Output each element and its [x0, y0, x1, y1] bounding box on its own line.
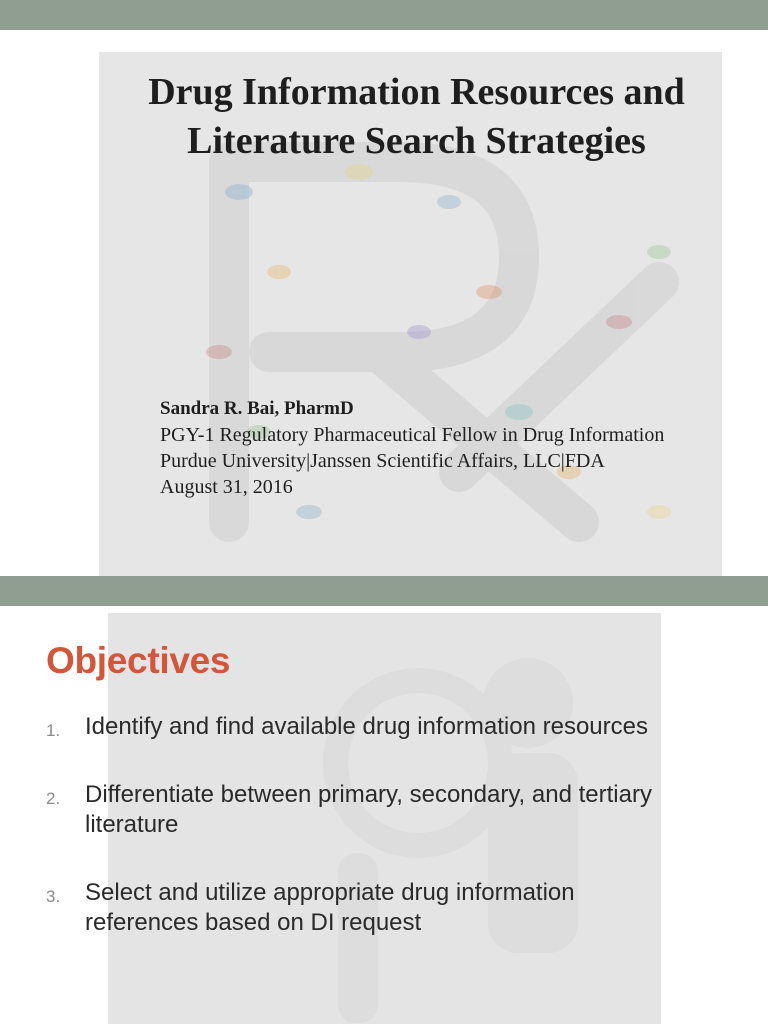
objectives-title: Objectives [46, 640, 231, 681]
top-band [0, 0, 768, 30]
presenter-name: Sandra R. Bai, PharmD [160, 398, 354, 419]
list-item [46, 712, 746, 742]
list-item-number: 3. [46, 887, 61, 906]
middle-band [0, 576, 768, 606]
list-item-text: Select and utilize appropriate drug information references based on DI request [85, 879, 575, 936]
list-item-number: 2. [46, 789, 61, 808]
presentation-date: August 31, 2016 [160, 476, 293, 498]
list-item [46, 780, 746, 840]
list-item [46, 878, 746, 938]
slide-title-line-2: Literature Search Strategies [187, 120, 646, 162]
title-slide [99, 52, 722, 576]
slide-title [99, 68, 722, 166]
list-item-number: 1. [46, 721, 61, 740]
slide-title-line-1: Drug Information Resources and [148, 71, 685, 113]
list-item-text: Identify and find available drug information resources [85, 713, 648, 740]
presenter-affiliation: Purdue University|Janssen Scientific Affairs, LLC|FDA [160, 450, 605, 472]
presenter-info [160, 396, 720, 500]
objectives-list [46, 712, 746, 938]
presenter-position: PGY-1 Regulatory Pharmaceutical Fellow in Drug Information [160, 424, 665, 446]
list-item-text: Differentiate between primary, secondary, and tertiary literature [85, 781, 652, 838]
